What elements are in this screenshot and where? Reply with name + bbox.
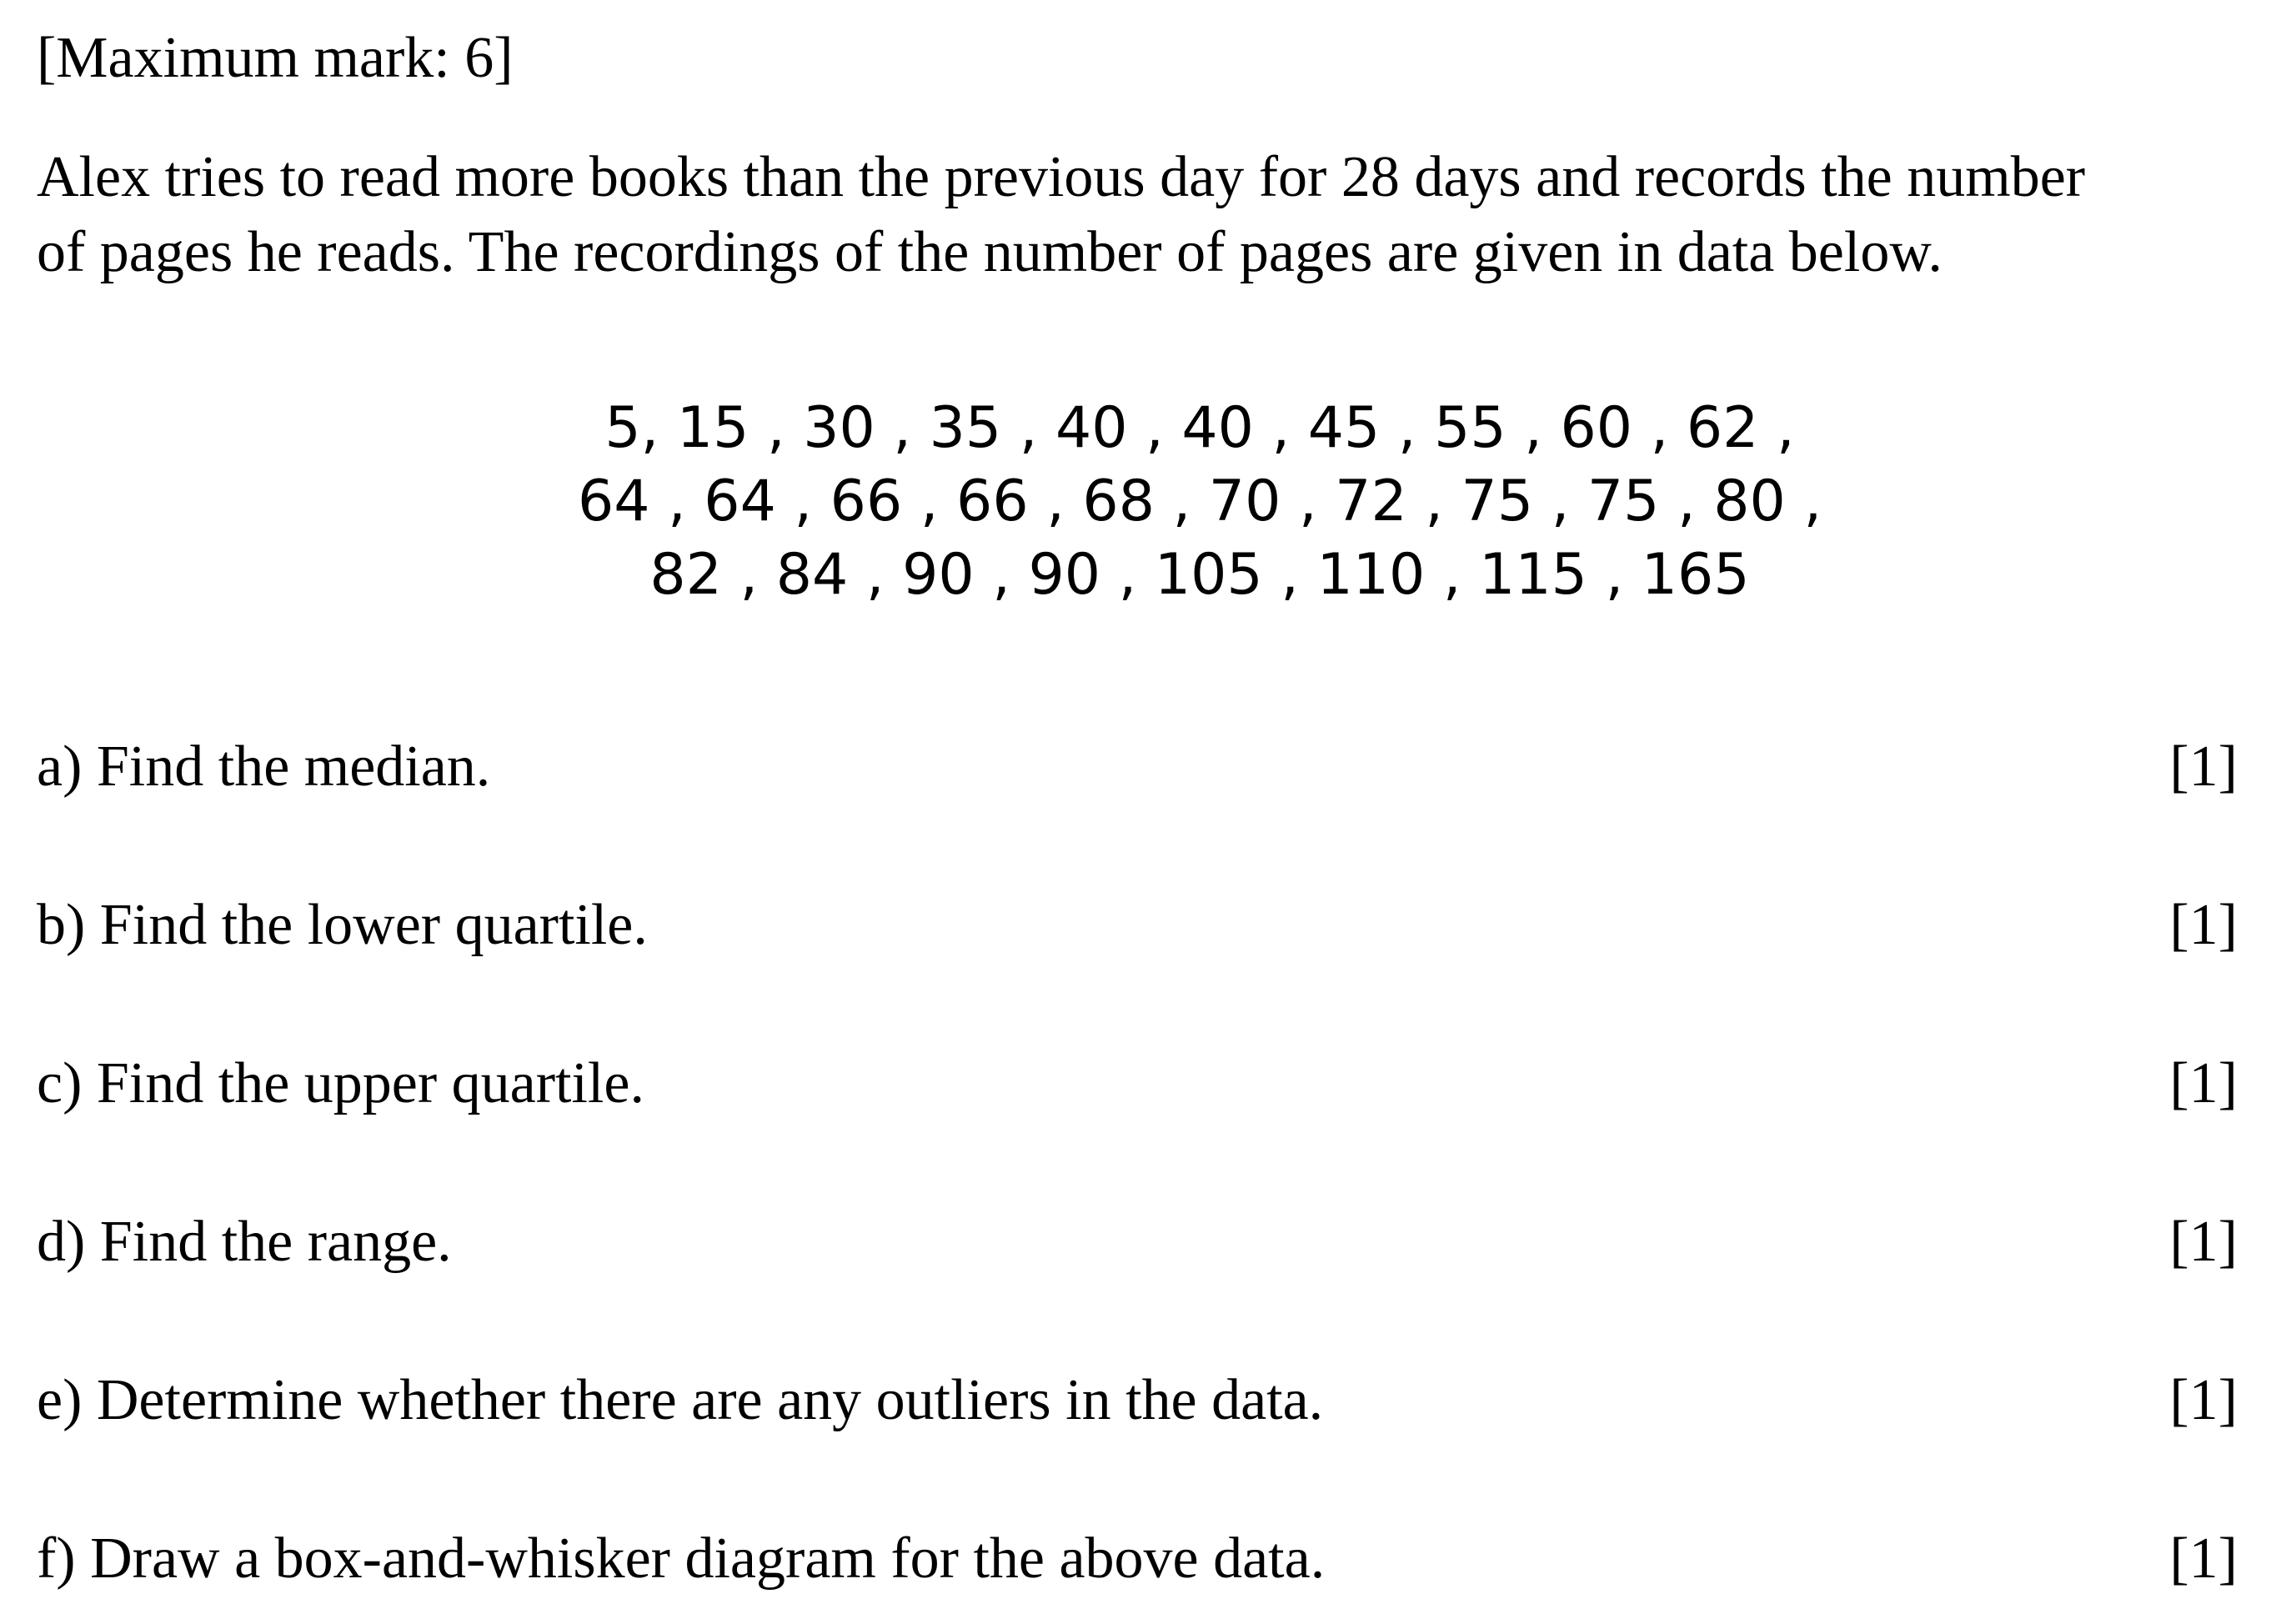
maximum-mark-heading: [Maximum mark: 6] xyxy=(37,26,514,90)
question-a-text: a) Find the median. xyxy=(37,734,491,799)
data-values-block xyxy=(0,392,2296,612)
question-c xyxy=(37,1042,2238,1125)
question-a xyxy=(37,725,2238,809)
question-a-mark: [1] xyxy=(2169,734,2238,799)
question-c-text: c) Find the upper quartile. xyxy=(37,1051,644,1115)
question-intro-paragraph xyxy=(37,140,2271,290)
question-d-text: d) Find the range. xyxy=(37,1210,452,1274)
question-d xyxy=(37,1200,2238,1284)
data-values-line-2: 64 , 64 , 66 , 66 , 68 , 70 , 72 , 75 , 75 , 80 , xyxy=(577,469,1822,534)
question-d-mark: [1] xyxy=(2169,1210,2238,1274)
question-b-mark: [1] xyxy=(2169,893,2238,957)
data-values-line-1: 5, 15 , 30 , 35 , 40 , 40 , 45 , 55 , 60 , 62 , xyxy=(604,395,1795,461)
question-b-text: b) Find the lower quartile. xyxy=(37,893,648,957)
intro-line-1: Alex tries to read more books than the previous day for 28 days and records the number xyxy=(37,145,2086,209)
question-e xyxy=(37,1359,2238,1442)
intro-line-2: of pages he reads. The recordings of the number of pages are given in data below. xyxy=(37,220,1943,284)
question-f-text: f) Draw a box-and-whisker diagram for the above data. xyxy=(37,1526,1326,1591)
question-f xyxy=(37,1517,2238,1601)
question-c-mark: [1] xyxy=(2169,1051,2238,1115)
question-e-mark: [1] xyxy=(2169,1368,2238,1432)
question-f-mark: [1] xyxy=(2169,1526,2238,1591)
question-e-text: e) Determine whether there are any outliers in the data. xyxy=(37,1368,1324,1432)
question-b xyxy=(37,884,2238,967)
data-values-line-3: 82 , 84 , 90 , 90 , 105 , 110 , 115 , 165 xyxy=(649,542,1750,608)
